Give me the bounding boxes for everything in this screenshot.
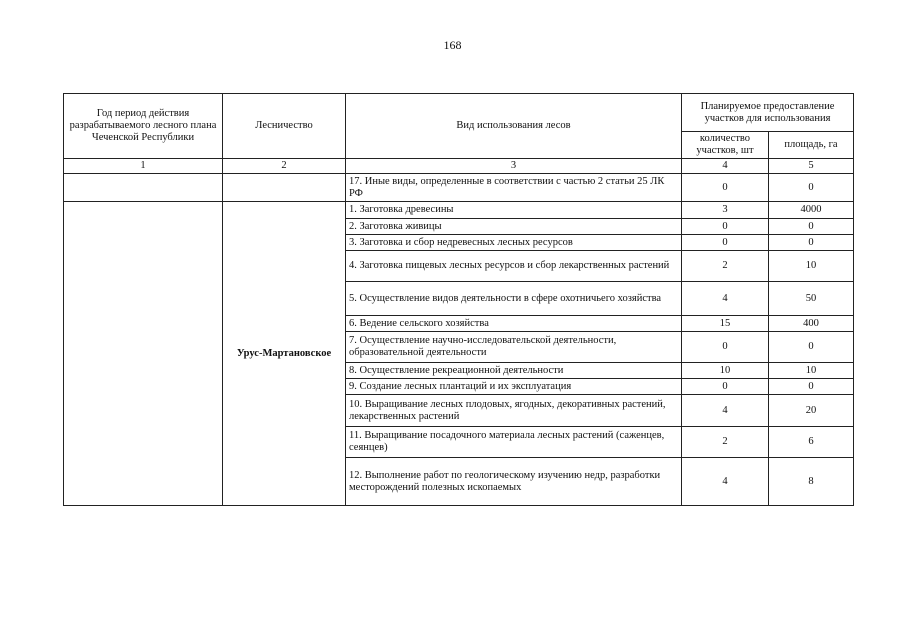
area-cell: 400 (769, 316, 854, 332)
area-cell: 0 (769, 219, 854, 235)
use-type-cell: 10. Выращивание лесных плодовых, ягодных, декоративных растений, лекарственных растений (346, 395, 682, 427)
area-cell: 8 (769, 458, 854, 506)
count-cell: 0 (682, 379, 769, 395)
count-cell: 0 (682, 219, 769, 235)
forestry-name-cell: Урус-Мартановское (223, 202, 346, 506)
column-number: 1 (64, 159, 223, 174)
count-cell: 10 (682, 363, 769, 379)
area-cell: 20 (769, 395, 854, 427)
header-area: площадь, га (769, 132, 854, 159)
table-row (64, 202, 854, 219)
count-cell: 0 (682, 235, 769, 251)
area-cell: 0 (769, 235, 854, 251)
period-cell (64, 174, 223, 202)
area-cell: 10 (769, 363, 854, 379)
use-type-cell: 7. Осуществление научно-исследовательской деятельности, образовательной деятельности (346, 332, 682, 363)
header-use-type: Вид использования лесов (346, 94, 682, 159)
area-cell: 50 (769, 282, 854, 316)
use-type-cell: 17. Иные виды, определенные в соответствии с частью 2 статьи 25 ЛК РФ (346, 174, 682, 202)
column-number: 4 (682, 159, 769, 174)
use-type-cell: 12. Выполнение работ по геологическому изучению недр, разработки месторождений полезных ископаемых (346, 458, 682, 506)
header-planned-group: Планируемое предоставление участков для использования (682, 94, 854, 132)
area-cell: 10 (769, 251, 854, 282)
area-cell: 4000 (769, 202, 854, 219)
use-type-cell: 6. Ведение сельского хозяйства (346, 316, 682, 332)
count-cell: 4 (682, 458, 769, 506)
count-cell: 4 (682, 282, 769, 316)
header-forestry: Лесничество (223, 94, 346, 159)
area-cell: 0 (769, 379, 854, 395)
use-type-cell: 4. Заготовка пищевых лесных ресурсов и сбор лекарственных растений (346, 251, 682, 282)
count-cell: 2 (682, 427, 769, 458)
period-cell (64, 202, 223, 506)
use-type-cell: 11. Выращивание посадочного материала лесных растений (саженцев, сеянцев) (346, 427, 682, 458)
column-number: 2 (223, 159, 346, 174)
count-cell: 2 (682, 251, 769, 282)
count-cell: 0 (682, 174, 769, 202)
header-count: количество участков, шт (682, 132, 769, 159)
header-period: Год период действия разрабатываемого лесного плана Чеченской Республики (64, 94, 223, 159)
use-type-cell: 1. Заготовка древесины (346, 202, 682, 219)
count-cell: 0 (682, 332, 769, 363)
count-cell: 3 (682, 202, 769, 219)
use-type-cell: 3. Заготовка и сбор недревесных лесных ресурсов (346, 235, 682, 251)
use-type-cell: 5. Осуществление видов деятельности в сфере охотничьего хозяйства (346, 282, 682, 316)
count-cell: 4 (682, 395, 769, 427)
table-row (64, 174, 854, 202)
column-number: 5 (769, 159, 854, 174)
column-number: 3 (346, 159, 682, 174)
page-number: 168 (443, 38, 462, 52)
area-cell: 6 (769, 427, 854, 458)
forest-use-table (63, 93, 854, 506)
area-cell: 0 (769, 332, 854, 363)
use-type-cell: 9. Создание лесных плантаций и их эксплуатация (346, 379, 682, 395)
use-type-cell: 8. Осуществление рекреационной деятельности (346, 363, 682, 379)
use-type-cell: 2. Заготовка живицы (346, 219, 682, 235)
area-cell: 0 (769, 174, 854, 202)
forestry-cell (223, 174, 346, 202)
count-cell: 15 (682, 316, 769, 332)
